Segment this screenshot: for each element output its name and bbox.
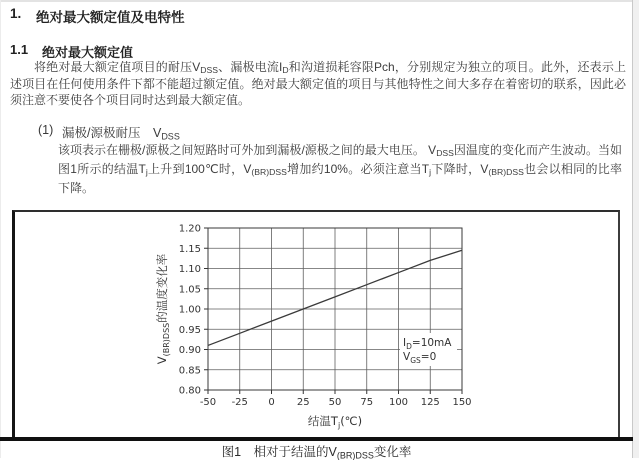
- page-edge-right: [632, 0, 639, 458]
- svg-text:75: 75: [360, 397, 374, 408]
- svg-text:ID=10mA: $I_D=10mA$: [403, 337, 452, 351]
- svg-text:25: 25: [296, 397, 310, 408]
- list-item-1-body: 该项表示在栅极/源极之间短路时可外加到漏极/源极之间的最大电压。 $V_{DSS}$因温度的变化而产生波动。当如图1所示的结温$T_j$上升到100℃时，$V_{(BR)DSS}$增加约10%。必须注意当$T_j$下降时，$V_{(BR)DSS}$也会以相同的比率下降。: [58, 143, 622, 195]
- svg-text:1.20: 1.20: [178, 223, 201, 235]
- figure1-bottom-rule: [0, 437, 633, 441]
- section-number: 1.: [10, 6, 22, 21]
- svg-text:VGS=0: $V_{GS}=0$: [403, 351, 437, 365]
- list-item-1-title: 漏极/源极耐压 $V_{DSS}$: [62, 126, 180, 142]
- tick-labels: [179, 224, 472, 409]
- axis-ticks: [204, 228, 462, 394]
- x-axis-label: 结温$T_j(℃)$: [307, 414, 363, 430]
- svg-text:100: 100: [388, 397, 409, 408]
- overview-paragraph: 将绝对最大额定值项目的耐压$V_{DSS}$、漏极电流$I_D$和沟道损耗容限Pch，分别规定为独立的项目。此外，还表示上述项目在任何使用条件下都不能超过额定值。绝对最大额定值的项目与其他特性之间大多存在着密切的联系，因此必须注意不要使各个项目同时达到最大额定值。: [10, 60, 626, 107]
- subsection-number: 1.1: [10, 42, 29, 57]
- svg-text:150: 150: [452, 397, 472, 408]
- page-edge-top: [0, 0, 639, 2]
- svg-text:-25: -25: [231, 397, 248, 408]
- section-title: 绝对最大额定值及电特性: [36, 10, 185, 25]
- vbrdss-vs-temperature-chart: [15, 212, 618, 439]
- svg-text:1.15: 1.15: [178, 243, 201, 255]
- svg-text:0.85: 0.85: [178, 365, 201, 377]
- svg-text:0.80: 0.80: [178, 385, 201, 397]
- svg-text:1.05: 1.05: [178, 284, 201, 296]
- section-heading: [10, 6, 185, 26]
- svg-text:1.00: 1.00: [178, 304, 201, 316]
- svg-text:-50: -50: [199, 397, 217, 408]
- list-item-1-heading: [38, 123, 180, 141]
- svg-text:1.10: 1.10: [178, 264, 201, 275]
- svg-text:125: 125: [420, 397, 440, 408]
- svg-text:0.90: 0.90: [178, 345, 201, 356]
- y-axis-label: $V_{(BR)DSS}$的温度变化率: [155, 253, 171, 365]
- page-edge-left: [0, 0, 1, 458]
- list-item-1-marker: (1): [38, 123, 54, 137]
- figure1-caption: 图1 相对于结温的$V_{(BR)DSS}$变化率: [221, 445, 412, 460]
- svg-text:0: 0: [268, 397, 275, 408]
- figure1-frame: [12, 210, 620, 439]
- svg-text:0.95: 0.95: [178, 324, 201, 336]
- svg-text:50: 50: [328, 397, 342, 408]
- subsection-title: 绝对最大额定值: [42, 45, 134, 60]
